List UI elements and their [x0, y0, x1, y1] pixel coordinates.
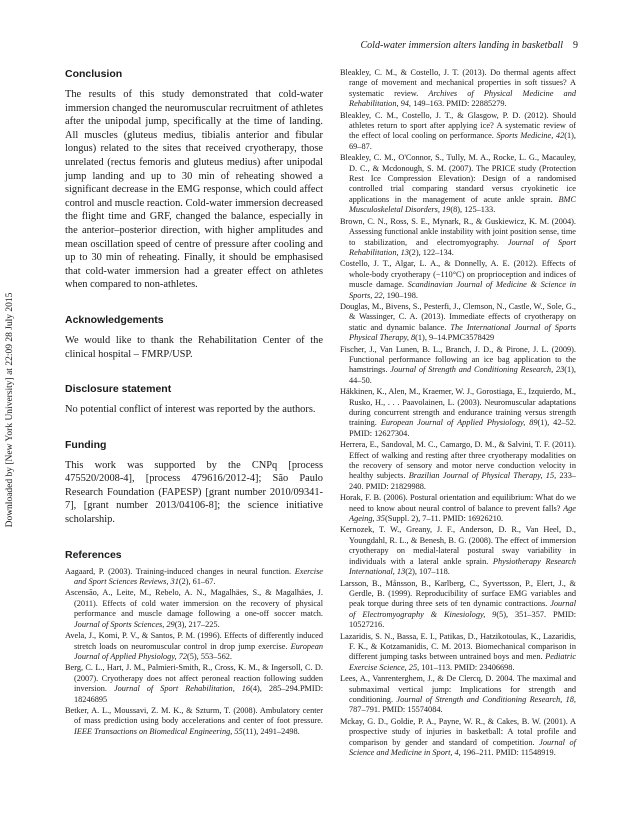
reference-text: Bleakley, C. M., O'Connor, S., Tully, M. A., Rocke, L. G., Macauley, D. C., & Mcdonough, S. M. (2007). The PRICE study (Protection Rest Ice Compression Elevation): Design of a randomised controlled trial comparing standard versus cryokinetic ice applications in the management of acute ankle sprain.: [340, 153, 576, 204]
references-list-right: [340, 68, 576, 758]
reference-source: IEEE Transactions on Biomedical Engineering, 55: [74, 726, 243, 736]
reference-text: Aagaard, P. (2003). Training-induced changes in neural function.: [65, 566, 295, 576]
reference-entry: [65, 706, 323, 737]
reference-details: (4), 285–294.PMID: 18246895: [74, 684, 323, 704]
reference-entry: [340, 525, 576, 577]
disclosure-heading: Disclosure statement: [65, 383, 172, 396]
reference-text: Herrera, E., Sandoval, M. C., Camargo, D. M., & Salvini, T. F. (2011). Effect of walking and resting after three cryotherapy modalities on the recovery of sensory and motor nerve conduction velocity in healthy subjects.: [340, 440, 576, 481]
reference-source: Physiotherapy Research International, 13: [349, 556, 577, 577]
reference-text: Brown, C. N., Ross, S. E., Mynark, R., & Guskiewicz, K. M. (2004). Assessing functional ankle instability with joint position sense, time to stabilization, and electromyography.: [340, 216, 576, 247]
reference-details: (1), 44–50.: [349, 365, 576, 385]
reference-text: Bleakley, C. M., & Costello, J. T. (2013). Do thermal agents affect range of movement and mechanical properties in soft tissues? A systematic review.: [340, 68, 576, 98]
acknowledgements-heading: Acknowledgements: [65, 313, 164, 326]
reference-text: Larsson, B., Månsson, B., Karlberg, C., Syvertsson, P., Elert, J., & Gerdle, B. (1999). Reproducibility of surface EMG variables and peak torque during three sets of ten dynamic contractions.: [340, 578, 576, 609]
reference-details: , 196–211. PMID: 11548919.: [458, 748, 556, 757]
reference-entry: [65, 663, 323, 705]
reference-entry: [340, 440, 576, 492]
reference-details: , 149–163. PMID: 22885279.: [408, 99, 507, 109]
disclosure-text: No potential conflict of interest was reported by the authors.: [65, 404, 316, 416]
reference-text: Berg, C. L., Hart, J. M., Palmieri-Smith, R., Cross, K. M., & Ingersoll, C. D. (2007). Cryotherapy does not affect peroneal reaction following sudden inversion.: [65, 663, 323, 694]
reference-entry: [65, 631, 323, 662]
reference-source: Journal of Sport Rehabilitation, 13: [349, 237, 576, 257]
reference-details: (3), 217–225.: [174, 619, 220, 629]
reference-text: Douglas, M., Bivens, S., Pesterfi, J., Clemson, N., Castle, W., Sole, G., & Wassinger, C. A. (2013). Immediate effects of cryotherapy on static and dynamic balance.: [340, 301, 576, 332]
reference-source: European Journal of Applied Physiology, 72: [74, 641, 323, 661]
conclusion-heading: Conclusion: [65, 68, 123, 80]
reference-text: Bleakley, C. M., Costello, J. T., & Glasgow, P. D. (2012). Should athletes return to sport after applying ice? A systematic review of the effect of local cooling on performance.: [340, 110, 576, 141]
reference-entry: [340, 153, 576, 215]
download-watermark-text: Downloaded by [New York University] at 22:09 28 July 2015: [5, 292, 15, 528]
reference-entry: [65, 588, 323, 630]
page-number: 9: [573, 40, 578, 51]
conclusion-text: The results of this study demonstrated that cold-water immersion changed the neuromuscular recruitment of athletes after the unipodal jump, specifically at the time of landing. All muscles (gluteus medius, tibialis anterior and fibular longus) related to the sites that received cryotherapy, those unrelated (rectus femoris and gluteus medius) after unipodal jump landing and up to 30 min of reheating showed a significant decrease in the EMG response, which could affect control and muscle reaction. Cold-water immersion decreased the flight time and GRF, changed the balance, especially in the anterior–posterior direction, with higher amplitudes and mean oscillation speed of centre of pressure after cooling and up to 30 min of reheating. Finally, it should be emphasised that cold-water immersion had a greater effect on athletes when compared to non-athletes.: [65, 89, 323, 291]
reference-text: Kernozek, T. W., Greany, J. F., Anderson, D. R., Van Heel, D., Youngdahl, R. L., & Benesh, B. G. (2008). The effect of immersion cryotherapy on medial-lateral postural sway variability in individuals with a lateral ankle sprain.: [340, 525, 576, 566]
reference-entry: [340, 632, 576, 674]
reference-entry: [65, 567, 323, 588]
reference-text: Fischer, J., Van Lunen, B. L., Branch, J. D., & Pirone, J. L. (2009). Functional performance following an ice bag application to the hamstrings.: [340, 344, 576, 375]
reference-details: , 233–240. PMID: 21829988.: [349, 471, 577, 491]
reference-source: Journal of Electromyography & Kinesiology, 9: [349, 599, 576, 619]
reference-source: Archives of Physical Medicine and Rehabilitation, 94: [349, 88, 576, 109]
reference-details: (2), 61–67.: [178, 577, 216, 587]
reference-entry: [340, 345, 576, 387]
reference-details: (2), 122–134.: [408, 247, 454, 257]
right-column: [340, 68, 576, 759]
funding-text: This work was supported by the CNPq [process 475520/2008-4], [process 479616/2012-4]; São Paulo Research Foundation (FAPESP) [grant number 2010/09341-7], [grant number 2013/04106-8]; the science initiative scholarship.: [65, 459, 323, 526]
reference-entry: [340, 259, 576, 301]
reference-entry: [340, 493, 576, 524]
reference-source: Journal of Sport Rehabilitation, 16: [113, 684, 251, 694]
references-list-left: [65, 567, 323, 738]
reference-details: (11), 2491–2498.: [242, 726, 300, 736]
reference-details: (5), 553–562.: [187, 651, 232, 661]
reference-source: Journal of Strength and Conditioning Research, 18: [396, 694, 574, 704]
reference-entry: [340, 579, 576, 631]
reference-source: Scandinavian Journal of Medicine & Science in Sports, 22: [349, 280, 576, 300]
reference-source: Sports Medicine, 42: [496, 131, 565, 141]
reference-text: Betker, A. L., Moussavi, Z. M. K., & Szturm, T. (2008). Ambulatory center of mass prediction using body accelerations and center of foot pressure.: [65, 705, 323, 726]
reference-entry: [340, 717, 576, 759]
reference-source: The International Journal of Sports Physical Therapy, 8: [349, 322, 577, 343]
reference-details: (5), 351–357. PMID: 10527216.: [349, 609, 577, 630]
reference-entry: [340, 111, 576, 153]
reference-details: (1), 9–14.PMC3578429: [415, 333, 495, 343]
disclosure-section: [65, 383, 323, 417]
reference-text: Ascensão, A., Leite, M., Rebelo, A. N., Magalhäes, S., & Magalhäes, J. (2011). Effects of cold water immersion on the recovery of physical performance and muscle damage following a one-off soccer match.: [65, 588, 323, 619]
reference-source: BMC Musculoskeletal Disorders, 19: [349, 194, 576, 215]
reference-entry: [340, 68, 576, 110]
reference-text: Costello, J. T., Algar, L. A., & Donnelly, A. E. (2012). Effects of whole-body cryotherapy (−110°C) on proprioception and indices of muscle damage.: [340, 259, 576, 290]
conclusion-section: [65, 68, 323, 292]
reference-source: European Journal of Applied Physiology, 89: [380, 418, 538, 428]
left-column: [65, 68, 323, 738]
reference-source: Age Ageing, 35: [349, 503, 576, 524]
reference-details: (1), 42–52. PMID: 12627304.: [349, 418, 576, 438]
reference-details: (Suppl. 2), 7–11. PMID: 16926210.: [384, 514, 504, 524]
references-heading: References: [65, 548, 122, 561]
reference-entry: [340, 674, 576, 716]
reference-source: Journal of Sports Sciences, 29: [74, 619, 175, 629]
reference-text: Lees, A., Vanrenterghem, J., & De Clercq, D. 2004. The maximal and submaximal vertical jump: Implications for strength and conditioning.: [340, 674, 576, 704]
acknowledgements-text: We would like to thank the Rehabilitation Center of the clinical hospital – FMRP/USP.: [65, 334, 323, 360]
reference-source: Exercise and Sport Sciences Reviews, 31: [74, 566, 323, 587]
reference-text: Lazaridis, S. N., Bassa, E. I., Patikas, D., Hatzikotoulas, K., Lazaridis, F. K., & Kotzamanidis, C. M. 2013. Biomechanical comparison in different jumping tasks between untrained boys and men.: [340, 631, 576, 662]
reference-details: , 787–791. PMID: 15574084.: [349, 694, 576, 715]
reference-text: Mckay, G. D., Goldie, P. A., Payne, W. R., & Cakes, B. W. (2001). A prospective study of injuries in basketball: A total profile and comparison by gender and standard of competition.: [340, 716, 576, 747]
reference-details: , 101–113. PMID: 23406698.: [417, 662, 515, 672]
reference-entry: [340, 302, 576, 344]
acknowledgements-section: [65, 314, 323, 361]
reference-text: Häkkinen, K., Alen, M., Kraemer, W. J., Gorostiaga, E., Izquierdo, M., Rusko, H., . . . Paavolainen, L. (2003). Neuromuscular adaptations during concurrent strength and endurance training versus strength training.: [340, 387, 576, 428]
reference-source: Journal of Strength and Conditioning Research, 23: [390, 365, 565, 375]
reference-text: Avela, J., Komi, P. V., & Santos, P. M. (1996). Effects of differently induced stretch loads on neuromuscular control in drop jump exercise.: [65, 631, 323, 651]
download-watermark: [2, 60, 18, 760]
reference-source: Pediatric Exercise Science, 25: [349, 652, 576, 672]
funding-section: [65, 439, 323, 527]
running-head: [332, 40, 578, 51]
reference-entry: [340, 217, 576, 259]
funding-heading: Funding: [65, 438, 107, 451]
reference-details: (8), 125–133.: [450, 205, 496, 215]
reference-source: Brazilian Journal of Physical Therapy, 15: [408, 471, 555, 481]
running-title: Cold-water immersion alters landing in basketball: [360, 40, 563, 51]
reference-text: Horak, F. B. (2006). Postural orientation and equilibrium: What do we need to know about neural control of balance to prevent falls?: [340, 493, 576, 513]
reference-details: (2), 107–118.: [405, 567, 450, 577]
reference-details: , 190–198.: [382, 290, 418, 300]
reference-details: (1), 69–87.: [349, 131, 576, 151]
reference-source: Journal of Science and Medicine in Sport, 4: [349, 737, 576, 757]
reference-entry: [340, 387, 576, 439]
